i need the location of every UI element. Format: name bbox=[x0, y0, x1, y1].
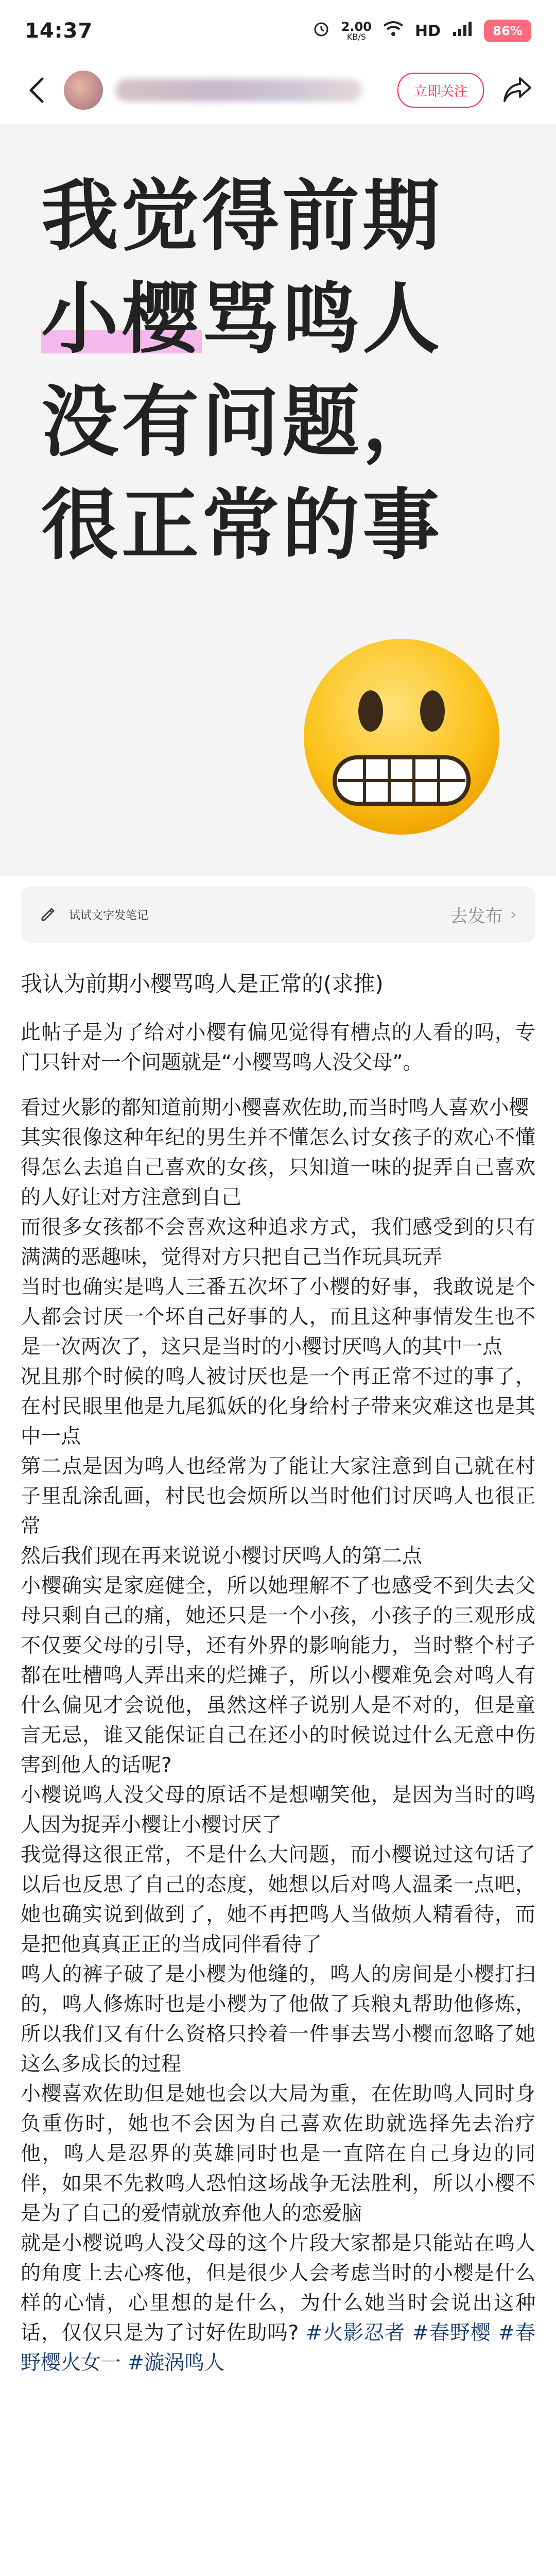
post-paragraph: 当时也确实是鸣人三番五次坏了小樱的好事，我敢说是个人都会讨厌一个坏自己好事的人，而且这种事情发生也不是一次两次了，这只是当时的小樱讨厌鸣人的其中一点 bbox=[21, 1276, 535, 1359]
signal-icon bbox=[452, 21, 473, 41]
post-last-paragraph bbox=[21, 2229, 535, 2378]
compose-hint-bar[interactable] bbox=[21, 886, 535, 943]
cover-line-2 bbox=[41, 268, 505, 371]
back-arrow-icon[interactable] bbox=[21, 75, 51, 106]
share-icon[interactable] bbox=[499, 72, 535, 108]
post-paragraph-text: 就是小樱说鸣人没父母的这个片段大家都是只能站在鸣人的角度上去心疼他，但是很少人会考虑当时的小樱是什么样的心情，心里想的是什么，为什么她当时会说出这种话，仅仅只是为了讨好佐助吗? bbox=[21, 2232, 535, 2345]
status-time: 14:37 bbox=[25, 19, 93, 43]
edit-icon bbox=[39, 905, 57, 924]
author-name-blurred[interactable] bbox=[115, 79, 362, 101]
publish-link[interactable]: 去发布 bbox=[450, 906, 503, 927]
status-icons bbox=[312, 20, 531, 42]
post-header bbox=[0, 62, 556, 118]
hashtag-link[interactable]: #春野樱火女一 bbox=[21, 2321, 535, 2375]
post-paragraph: 第二点是因为鸣人也经常为了能让大家注意到自己就在村子里乱涂乱画，村民也会烦所以当时他们讨厌鸣人也很正常 bbox=[21, 1455, 535, 1538]
follow-button[interactable]: 立即关注 bbox=[397, 73, 484, 108]
hashtag-link[interactable]: #火影忍者 bbox=[305, 2321, 406, 2345]
cover-line-4: 很正常的事 bbox=[41, 481, 443, 570]
post-body bbox=[21, 969, 535, 2378]
wifi-icon bbox=[383, 21, 404, 41]
network-speed-value: 2.00 bbox=[341, 20, 372, 34]
post-paragraph: 而很多女孩都不会喜欢这种追求方式，我们感受到的只有满满的恶趣味，觉得对方只把自己当作玩具玩弄 bbox=[21, 1216, 535, 1269]
post-title: 我认为前期小樱骂鸣人是正常的(求推) bbox=[21, 971, 384, 996]
post-paragraph: 小樱确实是家庭健全，所以她理解不了也感受不到失去父母只剩自己的痛，她还只是一个小孩，小孩子的三观形成不仅要父母的引导，还有外界的影响能力，当时整个村子都在吐槽鸣人弄出来的烂摊子，所以小樱难免会对鸣人有什么偏见才会说他，虽然这样子说别人是不对的，但是童言无忌，谁又能保证自己在还小的时候说过什么无意中伤害到他人的话呢? bbox=[21, 1574, 535, 1777]
cover-image[interactable] bbox=[0, 124, 556, 876]
post-paragraph: 看过火影的都知道前期小樱喜欢佐助,而当时鸣人喜欢小樱 bbox=[21, 1096, 529, 1120]
compose-hint-text: 试试文字发笔记 bbox=[69, 909, 149, 922]
cover-line-3: 没有问题， bbox=[41, 378, 443, 467]
cover-highlight-text: 小樱 bbox=[41, 275, 202, 364]
cover-line-2-rest: 骂鸣人 bbox=[202, 275, 443, 364]
post-paragraph: 然后我们现在再来说说小樱讨厌鸣人的第二点 bbox=[21, 1545, 423, 1568]
hashtag-link[interactable]: #春野樱 bbox=[412, 2321, 491, 2345]
chevron-right-icon: › bbox=[510, 904, 517, 925]
author-avatar[interactable] bbox=[64, 71, 103, 110]
status-bar bbox=[0, 0, 556, 62]
grimacing-face-icon bbox=[299, 634, 505, 840]
post-paragraph: 我觉得这很正常，不是什么大问题，而小樱说过这句话了以后也反思了自己的态度，她想以后对鸣人温柔一点吧，她也确实说到做到了，她不再把鸣人当做烦人精看待，而是把他真真正正的当成同伴看待了 bbox=[21, 1843, 535, 1956]
post-paragraph: 小樱喜欢佐助但是她也会以大局为重，在佐助鸣人同时身负重伤时，她也不会因为自己喜欢佐助就选择先去治疗他，鸣人是忍界的英雄同时也是一直陪在自己身边的同伴，如果不先救鸣人恐怕这场战争无法胜利，所以小樱不是为了自己的爱情就放弃他人的恋爱脑 bbox=[21, 2082, 535, 2225]
network-type: HD bbox=[414, 22, 441, 40]
alarm-icon bbox=[312, 20, 330, 42]
network-speed bbox=[341, 21, 372, 41]
post-paragraph: 其实很像这种年纪的男生并不懂怎么讨女孩子的欢心不懂得怎么去追自己喜欢的女孩，只知道一味的捉弄自己喜欢的人好让对方注意到自己 bbox=[21, 1126, 535, 1209]
network-speed-unit: KB/S bbox=[346, 32, 366, 42]
post-intro: 此帖子是为了给对小樱有偏见觉得有槽点的人看的吗，专门只针对一个问题就是“小樱骂鸣人没父母”。 bbox=[21, 1021, 535, 1074]
hashtag-link[interactable]: #漩涡鸣人 bbox=[127, 2351, 225, 2375]
post-paragraph: 况且那个时候的鸣人被讨厌也是一个再正常不过的事了，在村民眼里他是九尾狐妖的化身给村子带来灾难这也是其中一点 bbox=[21, 1365, 535, 1448]
post-paragraph: 小樱说鸣人没父母的原话不是想嘲笑他，是因为当时的鸣人因为捉弄小樱让小樱讨厌了 bbox=[21, 1784, 535, 1837]
cover-text bbox=[41, 165, 505, 577]
cover-line-1: 我觉得前期 bbox=[41, 172, 443, 261]
post-paragraph: 鸣人的裤子破了是小樱为他缝的，鸣人的房间是小樱打扫的，鸣人修炼时也是小樱为了他做了兵粮丸帮助他修炼，所以我们又有什么资格只拎着一件事去骂小樱而忽略了她这么多成长的过程 bbox=[21, 1963, 535, 2076]
battery-indicator: 86% bbox=[484, 20, 531, 42]
